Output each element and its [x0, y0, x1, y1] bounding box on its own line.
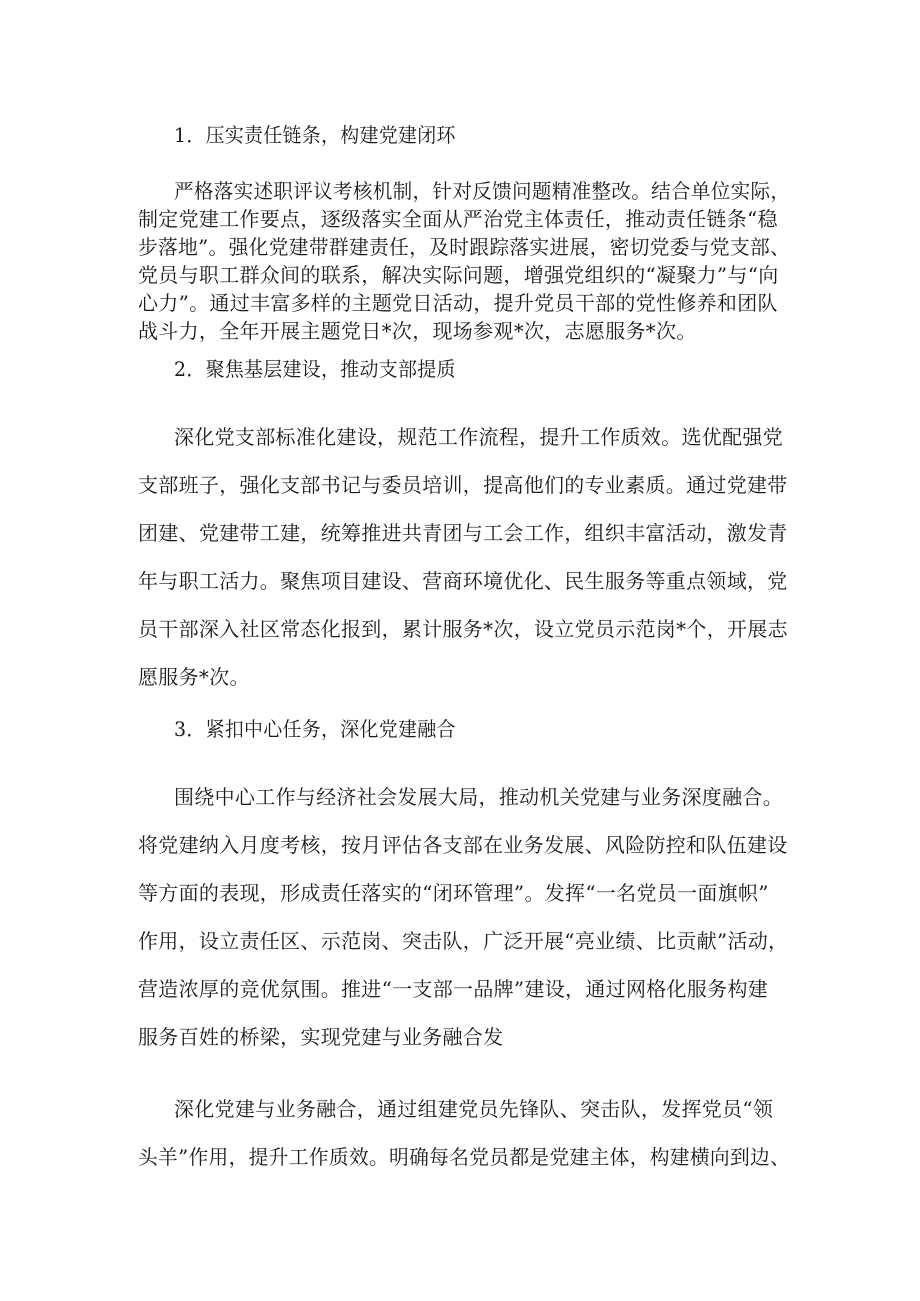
paragraph-line: 等方面的表现，形成责任落实的“闭环管理”。发挥“一名党员一面旗帜” — [138, 881, 769, 905]
paragraph-line: 团建、党建带工建，统筹推进共青团与工会工作，组织丰富活动，激发青 — [138, 521, 788, 545]
paragraph-line: 服务百姓的桥梁，实现党建与业务融合发 — [138, 1025, 504, 1049]
paragraph-line: 制定党建工作要点，逐级落实全面从严治党主体责任，推动责任链条“稳 — [138, 207, 778, 231]
paragraph-line: 心力”。通过丰富多样的主题党日活动，提升党员干部的党性修养和团队 — [138, 291, 778, 315]
section-heading-2: 2．聚焦基层建设，推动支部提质 — [174, 357, 456, 381]
paragraph-line: 步落地”。强化党建带群建责任，及时跟踪落实进展，密切党委与党支部、 — [138, 235, 791, 259]
paragraph-line: 年与职工活力。聚焦项目建设、营商环境优化、民生服务等重点领域，党 — [138, 569, 788, 593]
paragraph-line: 深化党建与业务融合，通过组建党员先锋队、突击队，发挥党员“领 — [174, 1097, 774, 1121]
paragraph-line: 头羊”作用，提升工作质效。明确每名党员都是党建主体，构建横向到边、 — [138, 1145, 791, 1169]
paragraph-line: 围绕中心工作与经济社会发展大局，推动机关党建与业务深度融合。 — [174, 785, 783, 809]
paragraph-line: 战斗力，全年开展主题党日*次，现场参观*次，志愿服务*次。 — [138, 319, 697, 343]
paragraph-line: 严格落实述职评议考核机制，针对反馈问题精准整改。结合单位实际， — [174, 179, 791, 203]
paragraph-line: 支部班子，强化支部书记与委员培训，提高他们的专业素质。通过党建带 — [138, 473, 788, 497]
paragraph-line: 营造浓厚的竞优氛围。推进“一支部一品牌”建设，通过网格化服务构建 — [138, 977, 769, 1001]
paragraph-line: 将党建纳入月度考核，按月评估各支部在业务发展、风险防控和队伍建设 — [138, 833, 788, 857]
paragraph-line: 愿服务*次。 — [138, 665, 250, 689]
paragraph-line: 员干部深入社区常态化报到，累计服务*次，设立党员示范岗*个，开展志 — [138, 617, 788, 641]
paragraph-line: 深化党支部标准化建设，规范工作流程，提升工作质效。选优配强党 — [174, 425, 783, 449]
section-heading-1: 1．压实责任链条，构建党建闭环 — [174, 123, 456, 147]
paragraph-line: 作用，设立责任区、示范岗、突击队，广泛开展“亮业绩、比贡献”活动， — [138, 929, 789, 953]
section-heading-3: 3．紧扣中心任务，深化党建融合 — [174, 717, 456, 741]
paragraph-line: 党员与职工群众间的联系，解决实际问题，增强党组织的“凝聚力”与“向 — [138, 263, 779, 287]
